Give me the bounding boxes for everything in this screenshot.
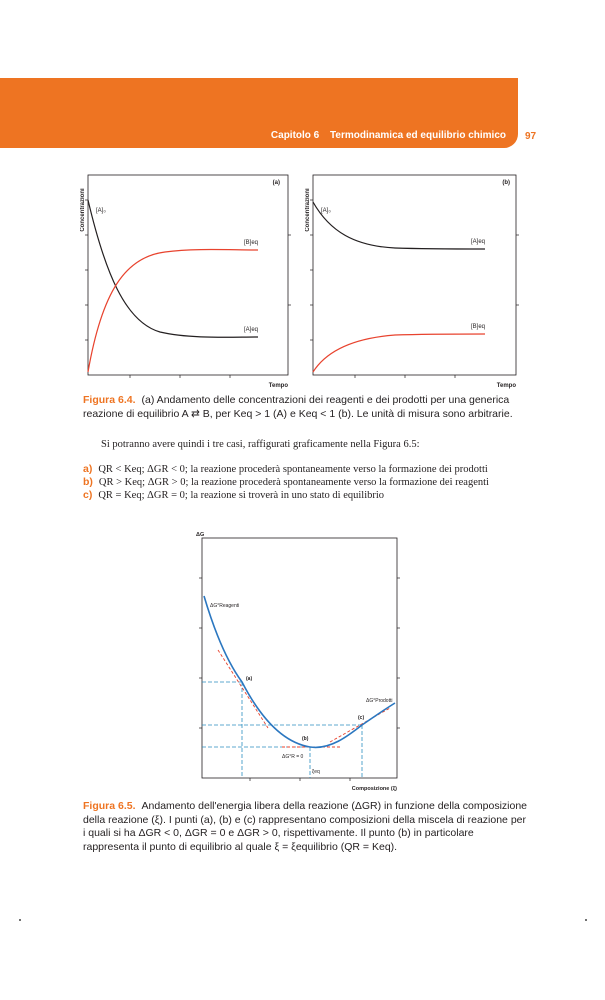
x-axis-label: Tempo	[268, 383, 288, 389]
y-axis-label: Concentrazioni	[80, 188, 86, 232]
point-b-label: (b)	[302, 736, 309, 742]
products-label: ΔG°Prodotti	[366, 698, 393, 704]
x-axis-label: Composizione (ξ)	[351, 786, 397, 792]
case-text: QR > Keq; ΔGR > 0; la reazione procederà spontaneamente verso la formazione dei reagenti	[98, 477, 489, 488]
bottom-curve-label: [B]eq	[470, 324, 485, 330]
product-curve	[88, 250, 258, 373]
chapter-header-band	[0, 78, 518, 148]
figure-6-4-caption	[83, 394, 523, 421]
bottom-curve-label: [A]eq	[243, 327, 258, 333]
reagents-label: ΔG°Reagenti	[210, 603, 240, 609]
plot-frame	[202, 538, 397, 778]
figure-6-4-panel-a	[80, 172, 295, 390]
start-label: [A]₀	[96, 208, 106, 214]
point-a-label: (a)	[246, 676, 253, 682]
case-text: QR < Keq; ΔGR < 0; la reazione procederà spontaneamente verso la formazione dei prodotti	[98, 464, 488, 475]
top-curve-label: [B]eq	[243, 240, 258, 246]
figure-6-5-caption	[83, 800, 528, 854]
list-item	[83, 463, 533, 476]
list-item	[83, 476, 533, 489]
panel-frame	[88, 175, 288, 375]
caption-text: Andamento dell'energia libera della reazione (ΔGR) in funzione della composizione della reazione (ξ). I punti (a), (b) e (c) rappresentano composizioni della miscela di reazione per i quali si ha ΔGR < 0, ΔGR = 0 e ΔGR > 0, rispettivamente. Il punto (b) in particolare rappresenta il punto di equilibrio al quale ξ = ξequilibrio (QR = Keq).	[83, 800, 528, 853]
panel-tag: (a)	[272, 180, 280, 186]
caption-text: (a) Andamento delle concentrazioni dei reagenti e dei prodotti per una generica reazione di equilibrio A ⇄ B, per Keq > 1 (A) e Keq < 1 (b). Le unità di misura sono arbitrarie.	[83, 394, 513, 420]
reactant-curve	[88, 200, 258, 337]
case-key: b)	[83, 476, 93, 488]
figure-label: Figura 6.5.	[83, 800, 136, 812]
axis-ticks	[85, 200, 291, 378]
chapter-title: Termodinamica ed equilibrio chimico	[330, 130, 506, 141]
figure-label: Figura 6.4.	[83, 394, 136, 406]
case-key: c)	[83, 489, 93, 501]
equilibrium-label: ΔG°R = 0	[282, 754, 304, 760]
xi-eq-label: ξeq	[312, 769, 320, 775]
guide-lines	[202, 682, 365, 778]
top-curve-label: [A]eq	[470, 239, 485, 245]
product-curve	[313, 334, 485, 372]
chapter-number: Capitolo 6	[270, 130, 320, 141]
case-key: a)	[83, 463, 93, 475]
panel-frame	[313, 175, 516, 375]
x-axis-label: Tempo	[496, 383, 516, 389]
start-label: [A]₀	[321, 208, 331, 214]
y-axis-label: ΔG	[196, 532, 205, 538]
cases-list	[83, 463, 533, 502]
reactant-curve	[313, 202, 485, 249]
page-number: 97	[525, 131, 537, 142]
axis-ticks	[310, 200, 519, 378]
y-axis-label: Concentrazioni	[305, 188, 311, 232]
point-c-label: (c)	[358, 715, 365, 721]
tangent-lines	[218, 650, 393, 747]
figure-6-5-plot	[190, 528, 410, 798]
figure-6-4-panel-b	[305, 172, 523, 390]
case-text: QR = Keq; ΔGR = 0; la reazione si troverà in uno stato di equilibrio	[98, 490, 385, 501]
list-item	[83, 489, 533, 502]
page-mark-right	[585, 919, 587, 921]
panel-tag: (b)	[502, 180, 510, 186]
page-mark-left	[19, 919, 21, 921]
running-head	[271, 130, 506, 141]
intro-paragraph: Si potranno avere quindi i tre casi, raffigurati graficamente nella Figura 6.5:	[101, 439, 420, 450]
